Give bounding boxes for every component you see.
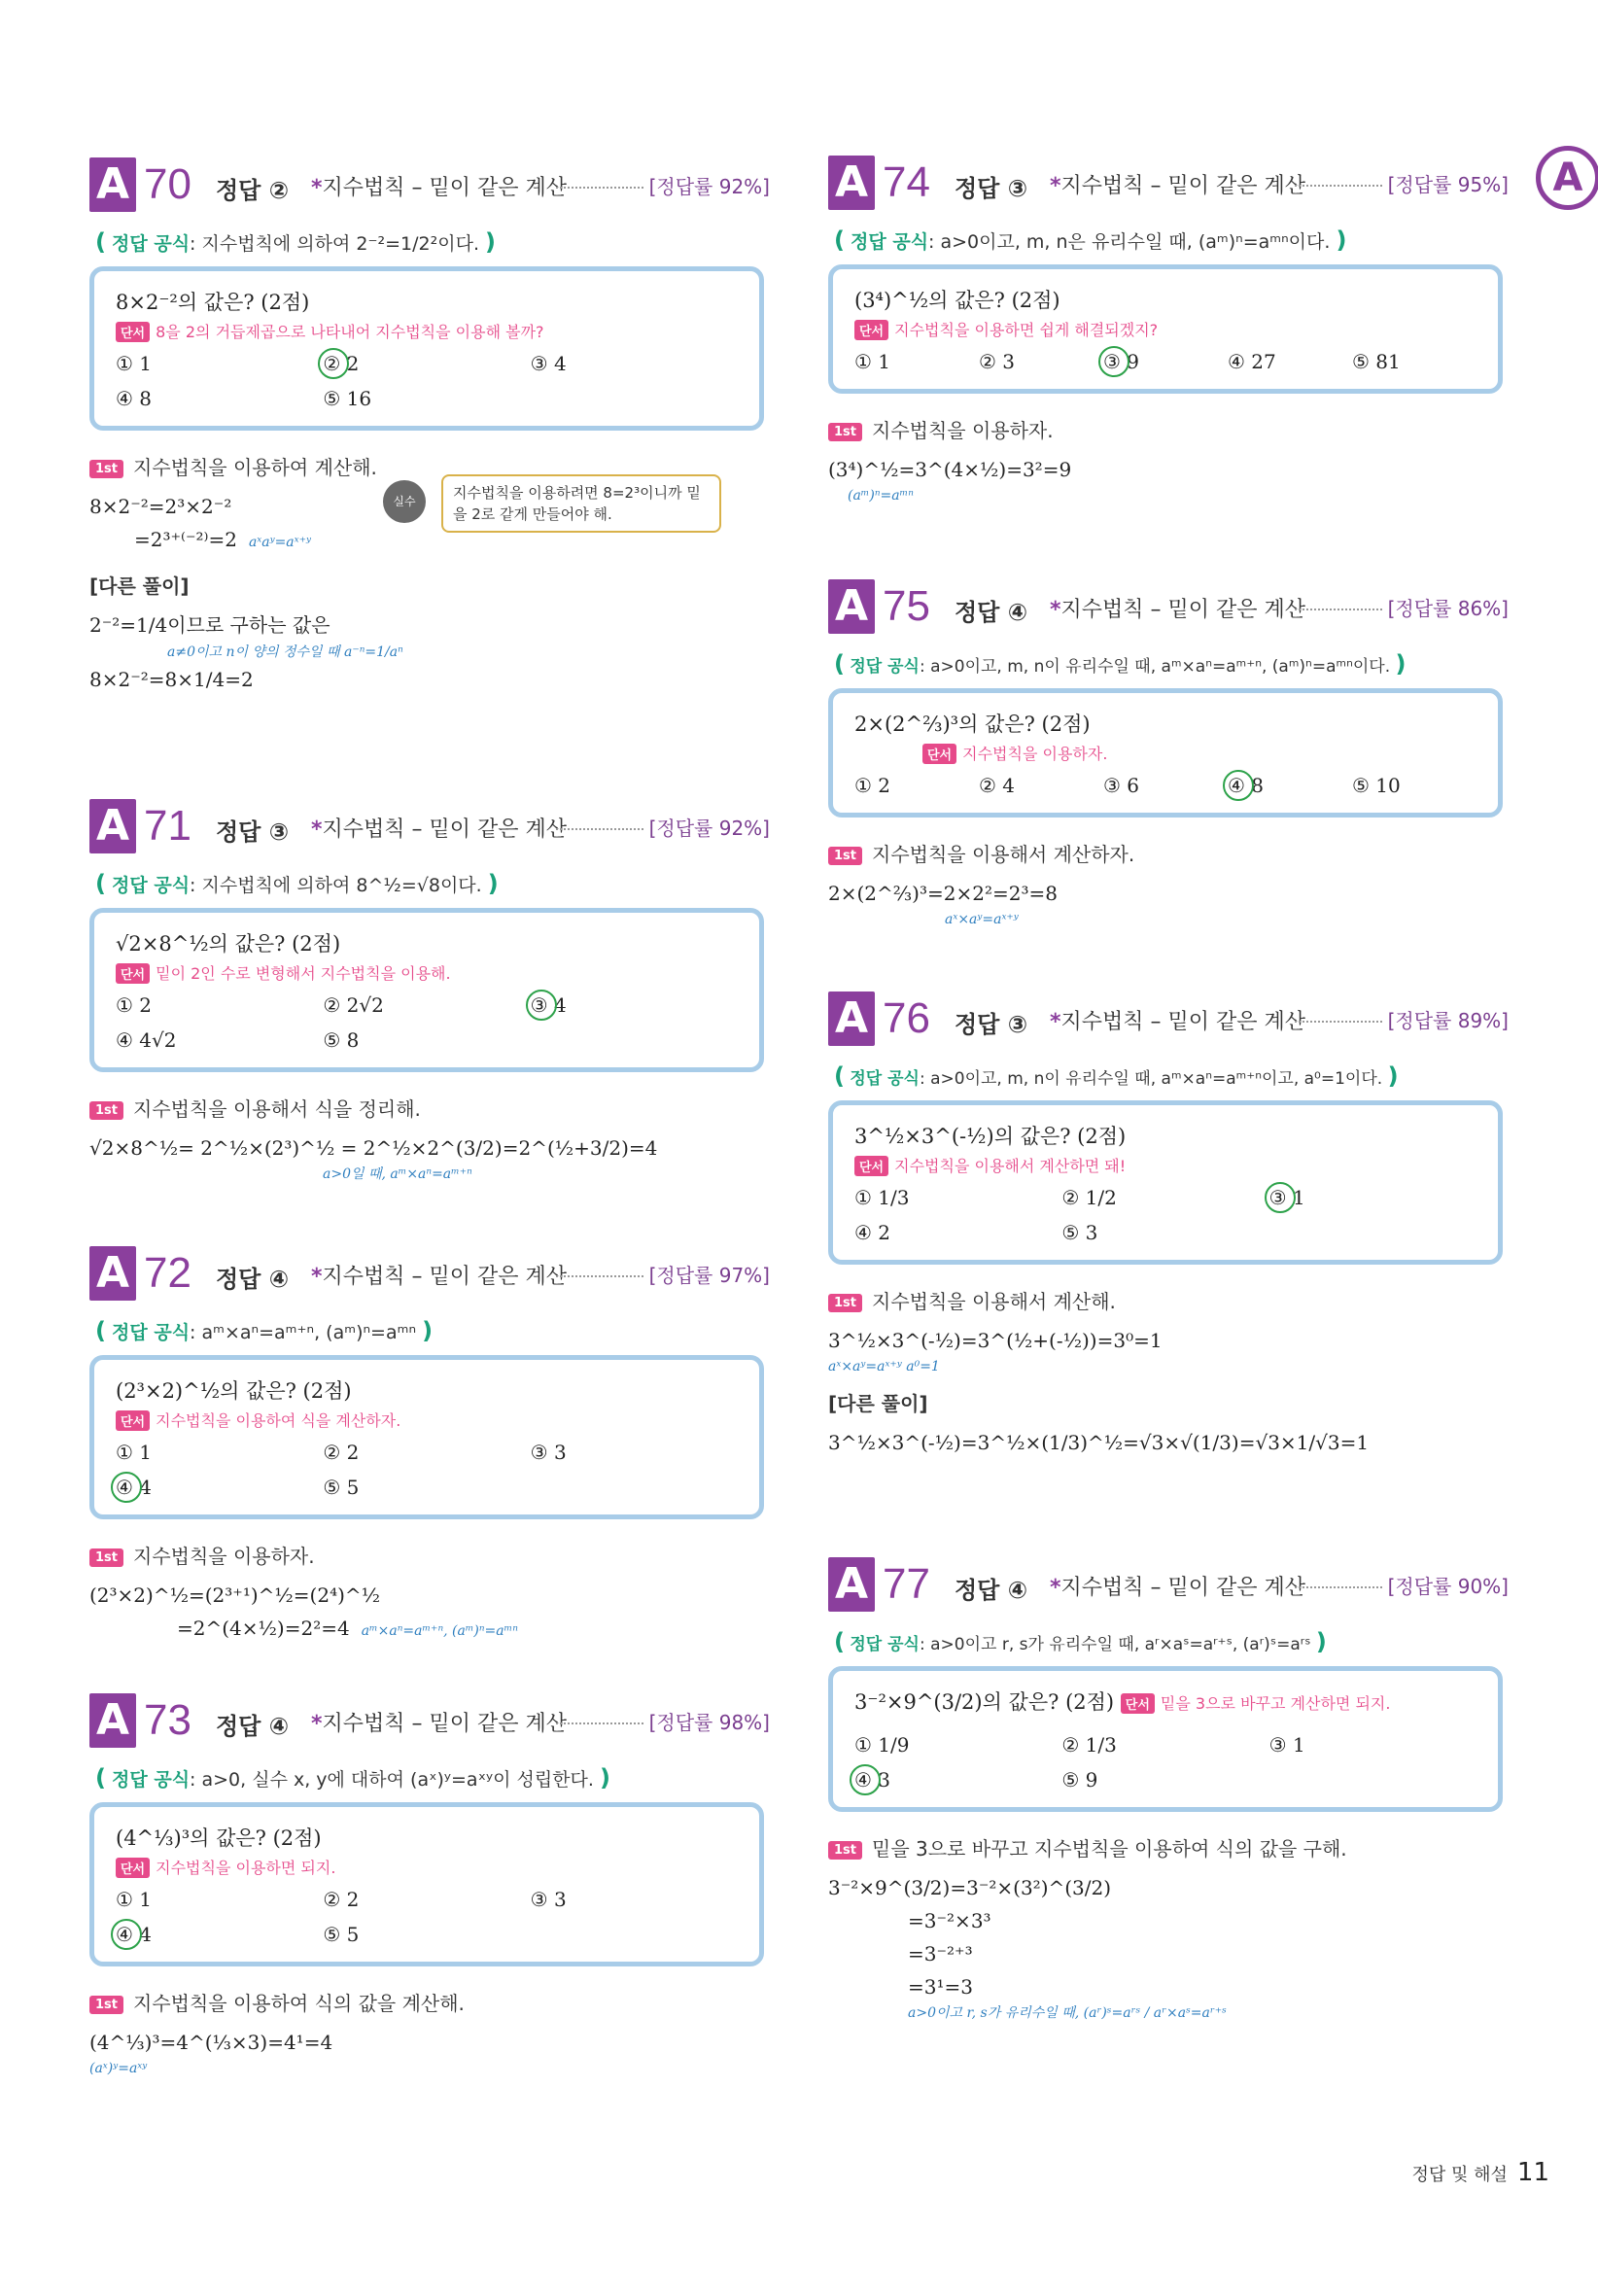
question-text: 3⁻²×9^(3/2)의 값은? (2점) 단서 밑을 3으로 바꾸고 계산하면 되지. [854, 1690, 1391, 1714]
answer-label: 정답 ③ [955, 175, 1028, 202]
problem-70 [89, 157, 770, 696]
work: 3^½×3^(-½)=3^(½+(-½))=3⁰=1 aˣ×aʸ=aˣ⁺ʸ a⁰=1 [828, 1324, 1509, 1376]
problem-75 [828, 579, 1509, 929]
problem-badge: A [89, 1246, 136, 1301]
work: 3⁻²×9^(3/2)=3⁻²×(3²)^(3/2) =3⁻²×3³ =3⁻²⁺³ =3¹=3 a>0이고 r, s가 유리수일 때, (aʳ)ˢ=aʳˢ / aʳ×aˢ=aʳ⁺ˢ [828, 1871, 1509, 2023]
work-note: a>0일 때, aᵐ×aⁿ=aᵐ⁺ⁿ [323, 1166, 472, 1182]
choice-3: ③ 3 [530, 1441, 567, 1464]
choices [854, 1186, 1476, 1244]
problem-header [828, 579, 1509, 642]
problem-badge: A [828, 991, 875, 1046]
leader-dots [1295, 1021, 1382, 1023]
problem-header [89, 1246, 770, 1308]
choice-2: ② 3 [979, 350, 1016, 373]
choice-3: ③ 6 [1103, 774, 1140, 797]
step-1: 1st 지수법칙을 이용하여 계산해. [89, 452, 770, 480]
page-footer [1412, 2158, 1549, 2187]
question-text: √2×8^½의 값은? (2점) [116, 932, 341, 956]
step-1: 1st 지수법칙을 이용해서 계산해. [828, 1286, 1509, 1314]
problem-header [828, 1557, 1509, 1619]
problem-77 [828, 1557, 1509, 2023]
step-1: 1st 지수법칙을 이용하자. [89, 1541, 770, 1569]
problem-number: 77 [883, 1560, 930, 1608]
topic-label: *지수법칙 – 밑이 같은 계산 [1050, 1010, 1306, 1034]
choice-5: ⑤ 5 [323, 1923, 360, 1946]
choice-1: ① 2 [116, 993, 153, 1017]
choices [116, 1888, 738, 1946]
topic-label: *지수법칙 – 밑이 같은 계산 [1050, 598, 1306, 622]
alt-work: 3^½×3^(-½)=3^½×(1/3)^½=√3×√(1/3)=√3×1/√3=1 [828, 1431, 1370, 1454]
choice-5: ⑤ 5 [323, 1476, 360, 1499]
accuracy-rate: [정답률 90%] [1387, 1575, 1509, 1598]
answer-label: 정답 ④ [216, 1266, 290, 1293]
answer-label: 정답 ③ [216, 818, 290, 846]
hint: 단서 지수법칙을 이용하면 되지. [116, 1856, 738, 1878]
alt-note: a≠0이고 n이 양의 정수일 때 a⁻ⁿ=1/aⁿ [167, 644, 403, 660]
accuracy-rate: [정답률 98%] [648, 1711, 770, 1734]
answer-formula: ( 정답 공식: a>0이고, m, n이 유리수일 때, aᵐ×aⁿ=aᵐ⁺ⁿ, (aᵐ)ⁿ=aᵐⁿ이다. ) [834, 650, 1407, 678]
leader-dots [1295, 185, 1382, 187]
leader-dots [556, 1722, 643, 1724]
problem-76 [828, 991, 1509, 1459]
choice-5: ⑤ 81 [1352, 350, 1401, 373]
choice-2-correct: ② 2 [323, 352, 530, 375]
problem-74 [828, 156, 1509, 505]
choice-3-correct: ③ 9 [1103, 350, 1228, 373]
footer-label: 정답 및 해설 [1411, 2165, 1508, 2185]
choices [116, 993, 738, 1052]
section-a-icon: A [1536, 146, 1598, 210]
choice-4: ④ 27 [1228, 350, 1276, 373]
leader-dots [556, 187, 643, 189]
choice-1: ① 2 [854, 774, 891, 797]
work-note: aᵐ×aⁿ=aᵐ⁺ⁿ, (aᵐ)ⁿ=aᵐⁿ [361, 1623, 518, 1639]
work-note: aˣaʸ=aˣ⁺ʸ [248, 535, 311, 550]
answer-formula: ( 정답 공식: a>0, 실수 x, y에 대하여 (aˣ)ʸ=aˣʸ이 성립한다. ) [95, 1764, 610, 1792]
topic-label: *지수법칙 – 밑이 같은 계산 [311, 1265, 568, 1289]
problem-header [89, 1693, 770, 1756]
alt-solution-label: [다른 풀이] [828, 1392, 928, 1415]
leader-dots [1295, 1586, 1382, 1588]
work: (2³×2)^½=(2³⁺¹)^½=(2⁴)^½ =2^(4×½)=2²=4 aᵐ×aⁿ=aᵐ⁺ⁿ, (aᵐ)ⁿ=aᵐⁿ [89, 1583, 518, 1640]
choice-5: ⑤ 10 [1352, 774, 1401, 797]
accuracy-rate: [정답률 92%] [648, 817, 770, 840]
choice-4-correct: ④ 4 [116, 1923, 323, 1946]
choices [116, 1441, 738, 1499]
step-1: 1st 밑을 3으로 바꾸고 지수법칙을 이용하여 식의 값을 구해. [828, 1833, 1509, 1861]
work: (4^⅓)³=4^(⅓×3)=4¹=4 (aˣ)ʸ=aˣʸ [89, 2026, 770, 2078]
answer-formula: ( 정답 공식: a>0이고 r, s가 유리수일 때, aʳ×aˢ=aʳ⁺ˢ, (aʳ)ˢ=aʳˢ ) [834, 1628, 1327, 1655]
question-box [828, 264, 1503, 394]
choice-5: ⑤ 3 [1061, 1221, 1098, 1244]
choice-4-correct: ④ 3 [854, 1768, 1061, 1792]
work-note: aˣ×aʸ=aˣ⁺ʸ a⁰=1 [828, 1359, 940, 1374]
problem-number: 71 [144, 802, 191, 850]
problem-number: 72 [144, 1249, 191, 1297]
question-box [89, 1802, 764, 1966]
answer-label: 정답 ④ [955, 1577, 1028, 1604]
hint: 단서 지수법칙을 이용해서 계산하면 돼! [854, 1154, 1476, 1176]
choice-3-correct: ③ 4 [531, 993, 738, 1017]
problem-71 [89, 799, 770, 1184]
work: 8×2⁻²=2³×2⁻² =2³⁺⁽⁻²⁾=2 aˣaʸ=aˣ⁺ʸ [89, 495, 311, 551]
step-1: 1st 지수법칙을 이용하여 식의 값을 계산해. [89, 1988, 770, 2016]
choice-3: ③ 1 [1268, 1733, 1305, 1757]
problem-header [828, 991, 1509, 1054]
answer-label: 정답 ③ [955, 1011, 1028, 1038]
work: (3⁴)^½=3^(4×½)=3²=9 (aᵐ)ⁿ=aᵐⁿ [828, 453, 1509, 505]
work-note: aˣ×aʸ=aˣ⁺ʸ [945, 912, 1019, 927]
question-text: (2³×2)^½의 값은? (2점) [116, 1379, 352, 1403]
problem-badge: A [89, 799, 136, 853]
step-1: 1st 지수법칙을 이용해서 계산하자. [828, 839, 1509, 867]
question-text: 3^½×3^(-½)의 값은? (2점) [854, 1125, 1127, 1148]
problem-header [89, 799, 770, 861]
topic-label: *지수법칙 – 밑이 같은 계산 [1050, 1576, 1306, 1600]
choice-4-correct: ④ 4 [116, 1476, 323, 1499]
problem-badge: A [89, 157, 136, 212]
choice-4: ④ 2 [854, 1221, 891, 1244]
page-number: 11 [1516, 2158, 1549, 2187]
problem-badge: A [828, 156, 875, 210]
alt-work: 2⁻²=1/4이므로 구하는 값은 a≠0이고 n이 양의 정수일 때 a⁻ⁿ=1/aⁿ 8×2⁻²=8×1/4=2 [89, 609, 770, 696]
work: √2×8^½= 2^½×(2³)^½ = 2^½×2^(3/2)=2^(½+3/2)=4 a>0일 때, aᵐ×aⁿ=aᵐ⁺ⁿ [89, 1131, 770, 1184]
choices [116, 352, 738, 410]
choice-2: ② 1/2 [1061, 1186, 1117, 1209]
leader-dots [556, 1275, 643, 1277]
leader-dots [556, 828, 643, 830]
choice-1: ① 1 [116, 1441, 153, 1464]
choice-2: ② 2 [323, 1441, 360, 1464]
problem-badge: A [89, 1693, 136, 1748]
choice-2: ② 4 [979, 774, 1016, 797]
answer-label: 정답 ④ [955, 599, 1028, 626]
choice-4-correct: ④ 8 [1228, 774, 1352, 797]
choice-1: ① 1 [854, 350, 891, 373]
question-box [828, 1100, 1503, 1265]
choice-3-correct: ③ 1 [1269, 1186, 1476, 1209]
question-box [89, 1355, 764, 1519]
question-box [828, 1666, 1503, 1812]
topic-label: *지수법칙 – 밑이 같은 계산 [311, 818, 568, 842]
question-text: (3⁴)^½의 값은? (2점) [854, 289, 1060, 312]
choice-1: ① 1 [116, 1888, 153, 1911]
problem-number: 75 [883, 582, 930, 630]
accuracy-rate: [정답률 92%] [648, 175, 770, 198]
choices [854, 774, 1476, 797]
work-note: (aˣ)ʸ=aˣʸ [89, 2061, 148, 2076]
work: 2×(2^⅔)³=2×2²=2³=8 aˣ×aʸ=aˣ⁺ʸ [828, 877, 1509, 929]
choices [854, 350, 1476, 373]
answer-label: 정답 ② [216, 177, 290, 204]
memo-note: 지수법칙을 이용하려면 8=2³이니까 밑을 2로 같게 만들어야 해. [441, 474, 721, 533]
choice-2: ② 1/3 [1061, 1733, 1117, 1757]
alt-solution-label: [다른 풀이] [89, 574, 190, 598]
choices [854, 1733, 1476, 1792]
choice-5: ⑤ 8 [323, 1028, 360, 1052]
choice-4: ④ 4√2 [116, 1028, 177, 1052]
choice-2: ② 2 [323, 1888, 360, 1911]
choice-3: ③ 3 [530, 1888, 567, 1911]
choice-4: ④ 8 [116, 387, 153, 410]
choice-5: ⑤ 16 [323, 387, 372, 410]
question-text: 8×2⁻²의 값은? (2점) [116, 291, 310, 314]
choice-5: ⑤ 9 [1061, 1768, 1098, 1792]
hint: 단서 지수법칙을 이용하여 식을 계산하자. [116, 1409, 738, 1431]
accuracy-rate: [정답률 97%] [648, 1264, 770, 1287]
work-note: (aᵐ)ⁿ=aᵐⁿ [848, 488, 914, 504]
answer-formula: ( 정답 공식: 지수법칙에 의하여 8^½=√8이다. ) [95, 870, 499, 897]
accuracy-rate: [정답률 86%] [1387, 597, 1509, 620]
problem-number: 74 [883, 158, 930, 206]
topic-label: *지수법칙 – 밑이 같은 계산 [311, 1712, 568, 1736]
topic-label: *지수법칙 – 밑이 같은 계산 [1050, 174, 1306, 198]
choice-1: ① 1 [116, 352, 153, 375]
choice-2: ② 2√2 [323, 993, 384, 1017]
hint: 단서 지수법칙을 이용하자. [854, 742, 1476, 764]
question-text: (4^⅓)³의 값은? (2점) [116, 1826, 322, 1850]
choice-1: ① 1/3 [854, 1186, 910, 1209]
problem-badge: A [828, 1557, 875, 1612]
topic-label: *지수법칙 – 밑이 같은 계산 [311, 176, 568, 200]
answer-formula: ( 정답 공식: aᵐ×aⁿ=aᵐ⁺ⁿ, (aᵐ)ⁿ=aᵐⁿ ) [95, 1317, 434, 1344]
choice-1: ① 1/9 [854, 1733, 910, 1757]
hint: 단서 지수법칙을 이용하면 쉽게 해결되겠지? [854, 318, 1476, 340]
problem-number: 76 [883, 994, 930, 1042]
hint: 단서 밑이 2인 수로 변형해서 지수법칙을 이용해. [116, 961, 738, 984]
question-text: 2×(2^⅔)³의 값은? (2점) [854, 713, 1091, 736]
problem-73 [89, 1693, 770, 2078]
answer-formula: ( 정답 공식: 지수법칙에 의하여 2⁻²=1/2²이다. ) [95, 228, 497, 256]
work-note: a>0이고 r, s가 유리수일 때, (aʳ)ˢ=aʳˢ / aʳ×aˢ=aʳ⁺ˢ [908, 2005, 1227, 2021]
answer-formula: ( 정답 공식: a>0이고, m, n이 유리수일 때, aᵐ×aⁿ=aᵐ⁺ⁿ이고, a⁰=1이다. ) [834, 1062, 1399, 1090]
question-box [89, 908, 764, 1072]
problem-number: 70 [144, 160, 191, 208]
problem-number: 73 [144, 1696, 191, 1744]
answer-formula: ( 정답 공식: a>0이고, m, n은 유리수일 때, (aᵐ)ⁿ=aᵐⁿ이다. ) [834, 226, 1347, 254]
mistake-icon: 실수 [383, 480, 426, 523]
problem-header [89, 157, 770, 220]
question-box [828, 688, 1503, 818]
answer-label: 정답 ④ [216, 1713, 290, 1740]
leader-dots [1295, 609, 1382, 610]
hint: 단서 8을 2의 거듭제곱으로 나타내어 지수법칙을 이용해 볼까? [116, 320, 738, 342]
problem-header [828, 156, 1509, 218]
accuracy-rate: [정답률 95%] [1387, 173, 1509, 196]
problem-72 [89, 1246, 770, 1648]
step-1: 1st 지수법칙을 이용하자. [828, 415, 1509, 443]
question-box [89, 266, 764, 431]
problem-badge: A [828, 579, 875, 634]
step-1: 1st 지수법칙을 이용해서 식을 정리해. [89, 1094, 770, 1122]
accuracy-rate: [정답률 89%] [1387, 1009, 1509, 1032]
choice-3: ③ 4 [530, 352, 567, 375]
